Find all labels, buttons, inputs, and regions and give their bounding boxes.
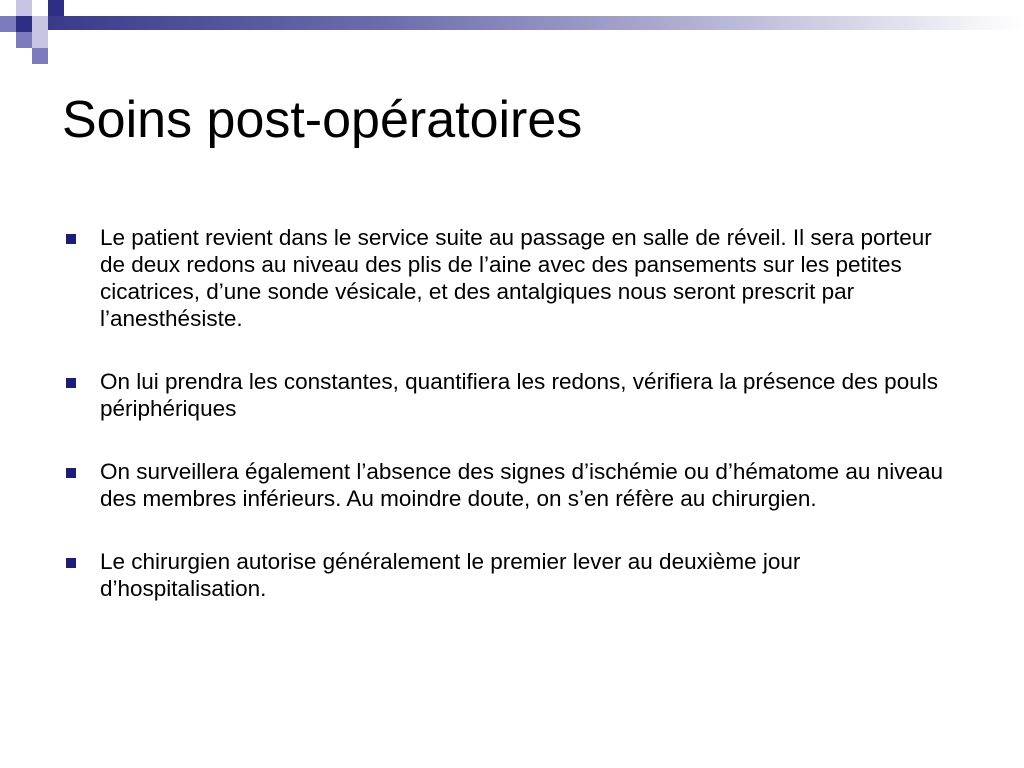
square-bullet-icon	[66, 234, 76, 244]
bullet-list	[62, 224, 962, 638]
square-bullet-icon	[66, 558, 76, 568]
square-bullet-icon	[66, 468, 76, 478]
bullet-item	[62, 458, 962, 512]
decor-square	[32, 16, 48, 32]
decor-square	[32, 32, 48, 48]
decor-square	[16, 32, 32, 48]
bullet-item	[62, 548, 962, 602]
slide-title: Soins post-opératoires	[62, 91, 583, 149]
bullet-item	[62, 224, 962, 332]
bullet-text: Le patient revient dans le service suite au passage en salle de réveil. Il sera porteur de deux redons au niveau des plis de l’aine avec des pansements sur les petites cicatrices, d’une sonde vésicale, et des antalgiques nous seront prescrit par l’anesthésiste.	[100, 225, 932, 331]
decor-square	[16, 0, 32, 16]
square-bullet-icon	[66, 378, 76, 388]
decor-square	[0, 16, 16, 32]
decor-square	[32, 48, 48, 64]
bullet-text: On surveillera également l’absence des signes d’ischémie ou d’hématome au niveau des membres inférieurs. Au moindre doute, on s’en réfère au chirurgien.	[100, 459, 943, 511]
bullet-item	[62, 368, 962, 422]
bullet-text: Le chirurgien autorise généralement le premier lever au deuxième jour d’hospitalisation.	[100, 549, 801, 601]
decor-square	[48, 0, 64, 16]
bullet-text: On lui prendra les constantes, quantifiera les redons, vérifiera la présence des pouls périphériques	[100, 369, 938, 421]
decor-square	[16, 16, 32, 32]
header-gradient-bar	[48, 16, 1024, 30]
